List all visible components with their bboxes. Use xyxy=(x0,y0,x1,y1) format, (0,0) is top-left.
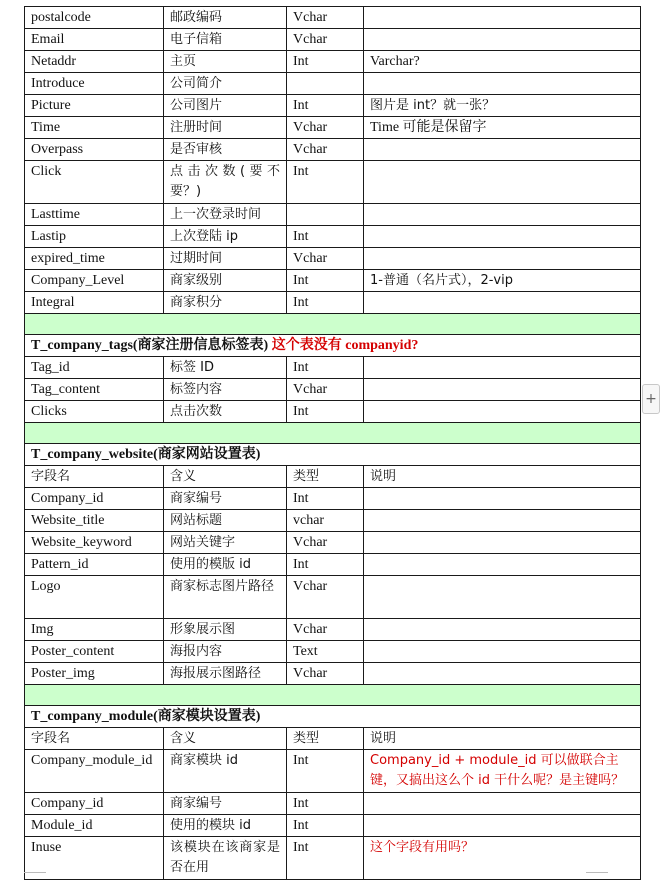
field-type: Int xyxy=(287,292,364,314)
table-row xyxy=(25,641,641,663)
table-row xyxy=(25,29,641,51)
field-meaning: 公司简介 xyxy=(164,73,287,95)
field-name: Time xyxy=(25,117,164,139)
column-header-row xyxy=(25,466,641,488)
table-row xyxy=(25,226,641,248)
field-type: Text xyxy=(287,641,364,663)
column-header: 类型 xyxy=(287,728,364,750)
field-note xyxy=(364,488,641,510)
table-row xyxy=(25,750,641,793)
field-name: Introduce xyxy=(25,73,164,95)
field-type xyxy=(287,73,364,95)
field-note xyxy=(364,357,641,379)
field-meaning: 商家级别 xyxy=(164,270,287,292)
field-note xyxy=(364,248,641,270)
field-type: Vchar xyxy=(287,7,364,29)
table-row xyxy=(25,401,641,423)
field-type: Vchar xyxy=(287,117,364,139)
review-comment: Company_id + module_id 可以做联合主键，又搞出这么个 id 干什么呢？是主键吗？ xyxy=(364,750,641,793)
field-meaning: 上一次登录时间 xyxy=(164,204,287,226)
field-meaning: 商家编号 xyxy=(164,793,287,815)
table-row xyxy=(25,292,641,314)
field-type: Vchar xyxy=(287,379,364,401)
column-header: 字段名 xyxy=(25,728,164,750)
field-note xyxy=(364,401,641,423)
field-meaning: 形象展示图 xyxy=(164,619,287,641)
field-meaning: 是否审核 xyxy=(164,139,287,161)
field-type: Vchar xyxy=(287,29,364,51)
field-type: Int xyxy=(287,161,364,204)
table-row xyxy=(25,663,641,685)
field-name: Picture xyxy=(25,95,164,117)
field-meaning: 标签内容 xyxy=(164,379,287,401)
field-note xyxy=(364,226,641,248)
field-type: Vchar xyxy=(287,619,364,641)
table-row xyxy=(25,7,641,29)
field-name: Netaddr xyxy=(25,51,164,73)
review-comment: 这个字段有用吗？ xyxy=(364,837,641,880)
table-row xyxy=(25,379,641,401)
table-row xyxy=(25,161,641,204)
field-note xyxy=(364,532,641,554)
field-type: Int xyxy=(287,793,364,815)
field-meaning: 该模块在该商家是否在用 xyxy=(164,837,287,880)
field-meaning: 网站关键字 xyxy=(164,532,287,554)
field-name: Company_module_id xyxy=(25,750,164,793)
table-row xyxy=(25,95,641,117)
table-row xyxy=(25,204,641,226)
field-meaning: 电子信箱 xyxy=(164,29,287,51)
field-note xyxy=(364,663,641,685)
table-row xyxy=(25,73,641,95)
field-name: Pattern_id xyxy=(25,554,164,576)
table-row xyxy=(25,270,641,292)
table-row xyxy=(25,532,641,554)
table-row xyxy=(25,488,641,510)
table-row xyxy=(25,793,641,815)
field-definition-table xyxy=(24,6,641,880)
column-header: 说明 xyxy=(364,728,641,750)
table-row xyxy=(25,117,641,139)
field-type: Int xyxy=(287,837,364,880)
field-name: Img xyxy=(25,619,164,641)
table-title-module: T_company_module(商家模块设置表) xyxy=(25,706,641,728)
plus-icon[interactable]: + xyxy=(642,384,660,414)
review-comment: 这个表没有 companyid? xyxy=(271,338,419,353)
field-type: Int xyxy=(287,750,364,793)
field-note xyxy=(364,29,641,51)
field-meaning: 海报内容 xyxy=(164,641,287,663)
field-type: Int xyxy=(287,95,364,117)
field-name: postalcode xyxy=(25,7,164,29)
field-name: Clicks xyxy=(25,401,164,423)
section-title-row xyxy=(25,706,641,728)
field-type: Vchar xyxy=(287,576,364,619)
field-note xyxy=(364,292,641,314)
separator-cell xyxy=(25,685,641,706)
separator-cell xyxy=(25,314,641,335)
field-note xyxy=(364,510,641,532)
field-meaning: 商家编号 xyxy=(164,488,287,510)
field-name: Poster_img xyxy=(25,663,164,685)
field-name: Company_id xyxy=(25,488,164,510)
field-type xyxy=(287,204,364,226)
section-title xyxy=(25,335,641,357)
field-type: Int xyxy=(287,51,364,73)
table-row xyxy=(25,139,641,161)
field-note xyxy=(364,554,641,576)
field-type: Int xyxy=(287,357,364,379)
field-name: Tag_id xyxy=(25,357,164,379)
column-header: 字段名 xyxy=(25,466,164,488)
field-name: Company_id xyxy=(25,793,164,815)
table-row xyxy=(25,510,641,532)
field-type: Vchar xyxy=(287,248,364,270)
field-name: Website_title xyxy=(25,510,164,532)
field-name: Tag_content xyxy=(25,379,164,401)
field-meaning: 使用的模版 id xyxy=(164,554,287,576)
field-note: 图片是 int？就一张？ xyxy=(364,95,641,117)
field-meaning: 邮政编码 xyxy=(164,7,287,29)
field-note: Varchar? xyxy=(364,51,641,73)
table-row xyxy=(25,357,641,379)
field-note xyxy=(364,793,641,815)
field-type: Int xyxy=(287,401,364,423)
field-meaning: 商家积分 xyxy=(164,292,287,314)
field-type: Int xyxy=(287,226,364,248)
column-header: 说明 xyxy=(364,466,641,488)
table-row xyxy=(25,837,641,880)
field-note xyxy=(364,815,641,837)
field-name: Module_id xyxy=(25,815,164,837)
separator-cell xyxy=(25,423,641,444)
table-row xyxy=(25,815,641,837)
field-note xyxy=(364,641,641,663)
field-meaning: 标签 ID xyxy=(164,357,287,379)
page-corner-mark xyxy=(586,872,608,876)
page-corner-mark xyxy=(24,872,46,876)
field-meaning: 海报展示图路径 xyxy=(164,663,287,685)
field-note xyxy=(364,139,641,161)
field-name: Click xyxy=(25,161,164,204)
section-separator xyxy=(25,423,641,444)
field-name: Email xyxy=(25,29,164,51)
field-note xyxy=(364,161,641,204)
column-header: 含义 xyxy=(164,728,287,750)
field-name: Overpass xyxy=(25,139,164,161)
field-note xyxy=(364,73,641,95)
field-note xyxy=(364,576,641,619)
field-meaning: 商家标志图片路径 xyxy=(164,576,287,619)
field-note: Time 可能是保留字 xyxy=(364,117,641,139)
field-type: Vchar xyxy=(287,139,364,161)
column-header: 类型 xyxy=(287,466,364,488)
field-name: Integral xyxy=(25,292,164,314)
column-header: 含义 xyxy=(164,466,287,488)
field-type: Int xyxy=(287,488,364,510)
field-meaning: 上次登陆 ip xyxy=(164,226,287,248)
field-name: Poster_content xyxy=(25,641,164,663)
field-name: Inuse xyxy=(25,837,164,880)
field-meaning: 注册时间 xyxy=(164,117,287,139)
field-note xyxy=(364,619,641,641)
field-name: Logo xyxy=(25,576,164,619)
field-note xyxy=(364,204,641,226)
section-title-row xyxy=(25,444,641,466)
field-type: Int xyxy=(287,554,364,576)
table-row xyxy=(25,576,641,619)
field-meaning: 点击次数 xyxy=(164,401,287,423)
field-type: vchar xyxy=(287,510,364,532)
field-meaning: 过期时间 xyxy=(164,248,287,270)
table-row xyxy=(25,51,641,73)
field-name: Company_Level xyxy=(25,270,164,292)
field-note xyxy=(364,379,641,401)
field-meaning: 网站标题 xyxy=(164,510,287,532)
field-type: Vchar xyxy=(287,663,364,685)
field-name: Website_keyword xyxy=(25,532,164,554)
field-meaning: 使用的模块 id xyxy=(164,815,287,837)
field-meaning: 点击次数(要不要？) xyxy=(164,161,287,204)
field-name: Lastip xyxy=(25,226,164,248)
field-type: Int xyxy=(287,815,364,837)
section-separator xyxy=(25,685,641,706)
section-separator xyxy=(25,314,641,335)
field-meaning: 主页 xyxy=(164,51,287,73)
table-row xyxy=(25,554,641,576)
field-name: Lasttime xyxy=(25,204,164,226)
table-row xyxy=(25,248,641,270)
field-name: expired_time xyxy=(25,248,164,270)
table-title-website: T_company_website(商家网站设置表) xyxy=(25,444,641,466)
table-row xyxy=(25,619,641,641)
column-header-row xyxy=(25,728,641,750)
field-meaning: 商家模块 id xyxy=(164,750,287,793)
field-type: Vchar xyxy=(287,532,364,554)
field-meaning: 公司图片 xyxy=(164,95,287,117)
table-title-tags: T_company_tags(商家注册信息标签表) xyxy=(31,338,269,353)
section-title-row xyxy=(25,335,641,357)
field-type: Int xyxy=(287,270,364,292)
field-note: 1-普通（名片式），2-vip xyxy=(364,270,641,292)
field-note xyxy=(364,7,641,29)
